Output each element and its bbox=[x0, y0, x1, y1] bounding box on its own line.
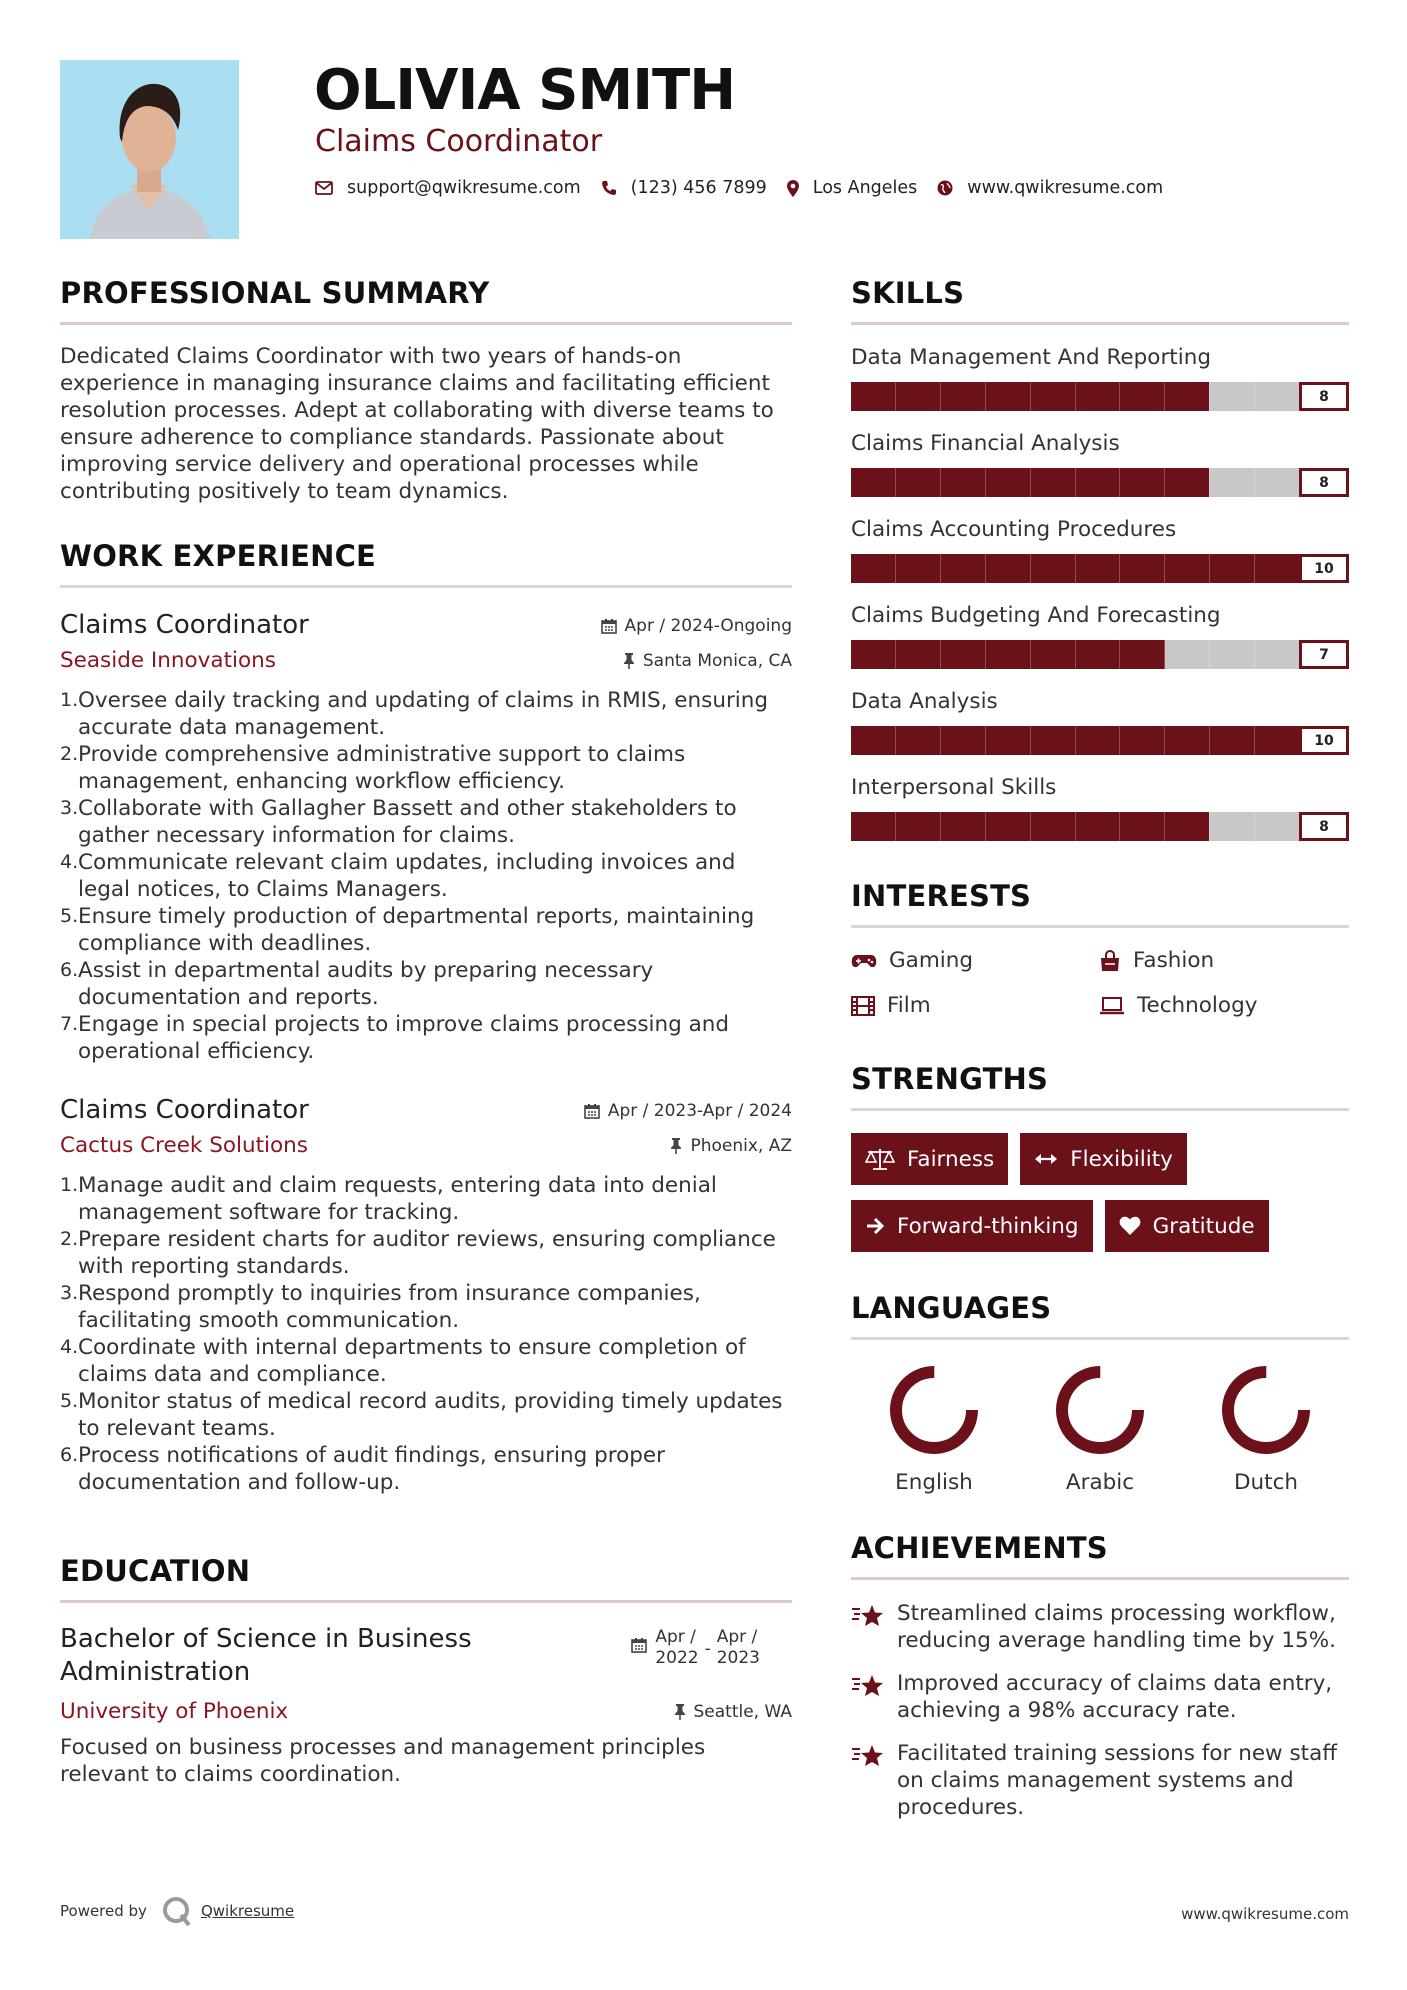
calendar-icon bbox=[631, 1637, 647, 1653]
job-title: Claims Coordinator bbox=[60, 610, 309, 640]
contact-bar bbox=[315, 178, 1183, 198]
skill-bar bbox=[851, 640, 1299, 669]
right-column bbox=[851, 276, 1349, 1837]
heart-icon bbox=[1119, 1216, 1141, 1236]
skill-score: 10 bbox=[1299, 554, 1349, 583]
duty-item bbox=[60, 795, 792, 849]
education-description: Focused on business processes and management principles relevant to claims coordination. bbox=[60, 1735, 706, 1787]
envelope-icon bbox=[315, 181, 333, 195]
job-entry bbox=[60, 610, 792, 1065]
skill-item bbox=[851, 689, 1349, 755]
duty-text: Engage in special projects to improve claims processing and operational efficiency. bbox=[78, 1012, 730, 1064]
calendar-icon bbox=[584, 1103, 600, 1119]
duty-item bbox=[60, 1280, 792, 1334]
job-title: Claims Coordinator bbox=[60, 1095, 309, 1125]
star-icon bbox=[851, 1744, 885, 1768]
language-ring-arc bbox=[896, 1372, 972, 1448]
duty-number: 4. bbox=[60, 1336, 79, 1358]
language-name: Arabic bbox=[1065, 1470, 1135, 1495]
candidate-name: OLIVIA SMITH bbox=[314, 58, 736, 123]
language-item bbox=[851, 1364, 1017, 1495]
email-text: support@qwikresume.com bbox=[347, 178, 581, 198]
strengths-list bbox=[851, 1133, 1351, 1267]
language-proficiency-ring bbox=[1220, 1364, 1312, 1456]
candidate-role: Claims Coordinator bbox=[315, 124, 603, 159]
gamepad-icon bbox=[851, 953, 877, 969]
duty-item bbox=[60, 1011, 792, 1065]
duty-item bbox=[60, 1334, 792, 1388]
achievement-text: Streamlined claims processing workflow, reducing average handling time by 15%. bbox=[897, 1601, 1336, 1653]
duty-item bbox=[60, 903, 792, 957]
profile-photo bbox=[60, 60, 239, 239]
duty-text: Manage audit and claim requests, entering data into denial management software for tracking. bbox=[78, 1173, 717, 1225]
skill-name: Claims Financial Analysis bbox=[851, 431, 1120, 456]
qwikresume-link[interactable]: Qwikresume bbox=[200, 1902, 295, 1920]
skill-score: 8 bbox=[1299, 468, 1349, 497]
contact-location bbox=[787, 178, 918, 198]
skill-item bbox=[851, 517, 1349, 583]
job-location: Phoenix, AZ bbox=[670, 1136, 792, 1156]
duty-number: 2. bbox=[60, 1228, 79, 1250]
language-proficiency-ring bbox=[1054, 1364, 1146, 1456]
strengths-heading: STRENGTHS bbox=[851, 1062, 1349, 1111]
phone-text: (123) 456 7899 bbox=[630, 178, 767, 198]
skill-item bbox=[851, 431, 1349, 497]
duty-text: Assist in departmental audits by preparing necessary documentation and reports. bbox=[78, 958, 654, 1010]
education-location: Seattle, WA bbox=[674, 1702, 793, 1722]
summary-text: Dedicated Claims Coordinator with two years of hands-on experience in managing insurance claims and facilitating efficient resolution processes. Adept at collaborating with diverse teams to ensure adherence to compliance standards. Passionate about improving service delivery and operational processes while contributing positively to team dynamics. bbox=[60, 344, 774, 504]
job-duties bbox=[60, 687, 792, 1065]
company-name: Cactus Creek Solutions bbox=[60, 1133, 309, 1158]
duty-text: Process notifications of audit findings, ensuring proper documentation and follow-up. bbox=[78, 1443, 665, 1495]
skills-heading: SKILLS bbox=[851, 276, 1349, 325]
website-text: www.qwikresume.com bbox=[967, 178, 1164, 198]
laptop-icon bbox=[1099, 997, 1125, 1015]
language-ring-arc bbox=[1228, 1372, 1304, 1448]
contact-email[interactable] bbox=[315, 178, 581, 198]
contact-phone[interactable] bbox=[601, 178, 767, 198]
duty-item bbox=[60, 849, 792, 903]
achievement-text: Facilitated training sessions for new staff on claims management systems and procedures. bbox=[897, 1741, 1338, 1820]
languages-list bbox=[851, 1364, 1349, 1495]
strength-badge: Forward-thinking bbox=[851, 1200, 1093, 1252]
duty-number: 3. bbox=[60, 797, 79, 819]
language-ring-arc bbox=[1062, 1372, 1138, 1448]
job-location: Santa Monica, CA bbox=[623, 651, 792, 671]
language-item bbox=[1183, 1364, 1349, 1495]
duty-item bbox=[60, 741, 792, 795]
education-dates: Apr / 2022 - Apr / 2023 bbox=[631, 1627, 760, 1689]
globe-icon bbox=[937, 180, 953, 196]
balance-scale-icon bbox=[865, 1148, 895, 1170]
duty-number: 1. bbox=[60, 1174, 79, 1196]
job-duties bbox=[60, 1172, 792, 1496]
thumbtack-icon bbox=[674, 1704, 686, 1720]
duty-text: Respond promptly to inquiries from insurance companies, facilitating smooth communication. bbox=[78, 1281, 701, 1333]
duty-number: 6. bbox=[60, 959, 79, 981]
map-marker-icon bbox=[787, 180, 799, 197]
duty-item bbox=[60, 1388, 792, 1442]
film-icon bbox=[851, 996, 875, 1016]
duty-text: Prepare resident charts for auditor reviews, ensuring compliance with reporting standards. bbox=[78, 1227, 776, 1279]
star-icon bbox=[851, 1674, 885, 1698]
skill-score: 8 bbox=[1299, 812, 1349, 841]
duty-number: 5. bbox=[60, 905, 79, 927]
experience-heading: WORK EXPERIENCE bbox=[60, 539, 792, 588]
company-name: Seaside Innovations bbox=[60, 648, 276, 673]
thumbtack-icon bbox=[623, 653, 635, 669]
achievement-item bbox=[851, 1600, 1349, 1654]
achievements-list bbox=[851, 1600, 1349, 1821]
skill-name: Data Analysis bbox=[851, 689, 998, 714]
footer-powered-by bbox=[60, 1895, 294, 1927]
school-name: University of Phoenix bbox=[60, 1699, 289, 1724]
duty-number: 3. bbox=[60, 1282, 79, 1304]
skill-name: Claims Budgeting And Forecasting bbox=[851, 603, 1221, 628]
thumbtack-icon bbox=[670, 1138, 682, 1154]
skill-score: 10 bbox=[1299, 726, 1349, 755]
strength-badge: Flexibility bbox=[1020, 1133, 1187, 1185]
degree-title: Bachelor of Science in Business Administration bbox=[60, 1624, 472, 1687]
job-dates: Apr / 2024-Ongoing bbox=[601, 616, 792, 636]
left-column bbox=[60, 276, 792, 1788]
duty-number: 7. bbox=[60, 1013, 79, 1035]
summary-heading: PROFESSIONAL SUMMARY bbox=[60, 276, 792, 325]
interest-item: Technology bbox=[1099, 993, 1347, 1018]
education-heading: EDUCATION bbox=[60, 1554, 792, 1603]
strength-badge: Gratitude bbox=[1105, 1200, 1269, 1252]
duty-text: Provide comprehensive administrative support to claims management, enhancing workflow efficiency. bbox=[78, 742, 686, 794]
job-dates: Apr / 2023-Apr / 2024 bbox=[584, 1101, 792, 1121]
duty-number: 4. bbox=[60, 851, 79, 873]
language-item bbox=[1017, 1364, 1183, 1495]
shopping-bag-icon bbox=[1099, 950, 1121, 972]
languages-heading: LANGUAGES bbox=[851, 1291, 1349, 1340]
calendar-icon bbox=[601, 618, 617, 634]
phone-icon bbox=[601, 180, 617, 196]
interests-list bbox=[851, 948, 1349, 1018]
skill-bar bbox=[851, 726, 1299, 755]
skill-bar bbox=[851, 812, 1299, 841]
interests-heading: INTERESTS bbox=[851, 879, 1349, 928]
duty-text: Communicate relevant claim updates, including invoices and legal notices, to Claims Managers. bbox=[78, 850, 736, 902]
skill-score: 7 bbox=[1299, 640, 1349, 669]
duty-item bbox=[60, 687, 792, 741]
achievement-text: Improved accuracy of claims data entry, achieving a 98% accuracy rate. bbox=[897, 1671, 1333, 1723]
duty-text: Collaborate with Gallagher Bassett and other stakeholders to gather necessary information for claims. bbox=[78, 796, 737, 848]
skill-bar bbox=[851, 468, 1299, 497]
skill-bar bbox=[851, 554, 1299, 583]
duty-number: 6. bbox=[60, 1444, 79, 1466]
skills-list bbox=[851, 345, 1349, 841]
duty-item bbox=[60, 1442, 792, 1496]
skill-item bbox=[851, 775, 1349, 841]
duty-text: Oversee daily tracking and updating of claims in RMIS, ensuring accurate data management. bbox=[78, 688, 769, 740]
achievements-heading: ACHIEVEMENTS bbox=[851, 1531, 1349, 1580]
language-proficiency-ring bbox=[888, 1364, 980, 1456]
skill-name: Interpersonal Skills bbox=[851, 775, 1057, 800]
duty-text: Ensure timely production of departmental reports, maintaining compliance with deadlines. bbox=[78, 904, 755, 956]
skill-name: Claims Accounting Procedures bbox=[851, 517, 1177, 542]
duty-item bbox=[60, 957, 792, 1011]
language-name: English bbox=[895, 1470, 973, 1495]
duty-number: 5. bbox=[60, 1390, 79, 1412]
duty-item bbox=[60, 1226, 792, 1280]
star-icon bbox=[851, 1604, 885, 1628]
contact-website[interactable] bbox=[937, 178, 1163, 198]
interest-item: Gaming bbox=[851, 948, 1099, 973]
strength-badge: Fairness bbox=[851, 1133, 1008, 1185]
duty-text: Monitor status of medical record audits, providing timely updates to relevant teams. bbox=[78, 1389, 783, 1441]
interest-item: Fashion bbox=[1099, 948, 1347, 973]
job-entry bbox=[60, 1095, 792, 1496]
achievement-item bbox=[851, 1670, 1349, 1724]
skill-item bbox=[851, 345, 1349, 411]
arrows-horizontal-icon bbox=[1034, 1152, 1058, 1166]
language-name: Dutch bbox=[1233, 1470, 1299, 1495]
skill-item bbox=[851, 603, 1349, 669]
duty-item bbox=[60, 1172, 792, 1226]
qwikresume-logo-icon bbox=[161, 1895, 193, 1927]
interest-item: Film bbox=[851, 993, 1099, 1018]
skill-bar bbox=[851, 382, 1299, 411]
education-entry bbox=[60, 1623, 792, 1689]
arrow-right-icon bbox=[865, 1216, 885, 1236]
footer-website[interactable]: www.qwikresume.com bbox=[1181, 1905, 1349, 1923]
skill-score: 8 bbox=[1299, 382, 1349, 411]
powered-by-label: Powered by bbox=[60, 1902, 147, 1920]
duty-number: 1. bbox=[60, 689, 79, 711]
achievement-item bbox=[851, 1740, 1349, 1821]
duty-number: 2. bbox=[60, 743, 79, 765]
skill-name: Data Management And Reporting bbox=[851, 345, 1211, 370]
location-text: Los Angeles bbox=[812, 178, 918, 198]
duty-text: Coordinate with internal departments to ensure completion of claims data and compliance. bbox=[78, 1335, 746, 1387]
